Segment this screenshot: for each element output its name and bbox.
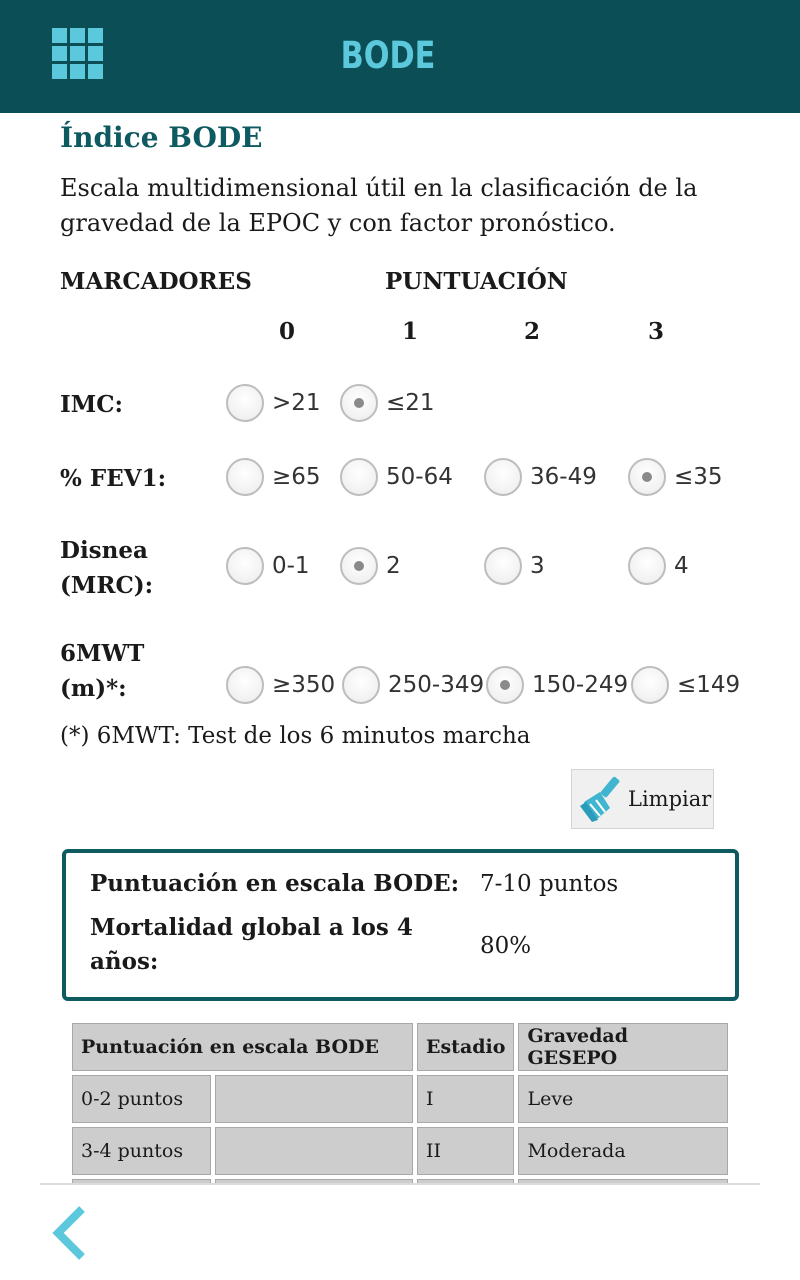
imc-option-0[interactable]: [226, 383, 321, 423]
imc-label: IMC:: [60, 391, 124, 418]
option-label: ≥350: [272, 672, 336, 698]
table-cell: [215, 1075, 413, 1123]
imc-option-1[interactable]: [340, 383, 435, 423]
6mwt-option-0[interactable]: [226, 665, 335, 705]
radio-button[interactable]: [340, 458, 378, 496]
table-header-cell: Puntuación en escala BODE: [72, 1023, 413, 1071]
radio-button[interactable]: [342, 666, 380, 704]
broom-icon: [576, 774, 626, 824]
score-3: 3: [647, 318, 664, 345]
disnea-option-3[interactable]: [628, 546, 689, 586]
option-label: ≥65: [272, 464, 321, 490]
page-title: Índice BODE: [60, 121, 263, 154]
radio-button[interactable]: [226, 666, 264, 704]
6mwt-option-1[interactable]: [342, 665, 484, 705]
label-line: (MRC):: [60, 572, 154, 599]
option-label: 4: [674, 553, 689, 579]
main-content: [40, 113, 760, 1183]
score-1: 1: [401, 318, 418, 345]
fev1-option-1[interactable]: [340, 457, 453, 497]
radio-button[interactable]: [628, 458, 666, 496]
clear-button[interactable]: [571, 769, 714, 829]
radio-button[interactable]: [486, 666, 524, 704]
option-label: 36-49: [530, 464, 597, 490]
radio-button[interactable]: [484, 458, 522, 496]
disnea-label: [60, 533, 153, 603]
radio-button[interactable]: [340, 547, 378, 585]
option-label: 3: [530, 553, 545, 579]
table-header-cell: Estadio: [417, 1023, 514, 1071]
chevron-left-icon[interactable]: [48, 1205, 92, 1261]
option-label: 250-349: [388, 672, 485, 698]
score-header: PUNTUACIÓN: [385, 268, 568, 295]
table-cell: 3-4 puntos: [72, 1127, 211, 1175]
label-line: 6MWT: [60, 640, 145, 667]
option-label: ≤149: [677, 672, 741, 698]
radio-button[interactable]: [484, 547, 522, 585]
table-cell: I: [417, 1075, 514, 1123]
radio-button[interactable]: [226, 547, 264, 585]
option-label: 2: [386, 553, 401, 579]
app-header: [0, 0, 800, 113]
table-header-cell: Gravedad GESEPO: [518, 1023, 728, 1071]
table-row: [72, 1127, 728, 1175]
result-box: [62, 849, 739, 1001]
table-cell: [215, 1127, 413, 1175]
score-2: 2: [523, 318, 540, 345]
option-label: 0-1: [272, 553, 310, 579]
fev1-label: % FEV1:: [60, 465, 167, 492]
footer-divider: [40, 1183, 760, 1185]
disnea-option-0[interactable]: [226, 546, 310, 586]
radio-button[interactable]: [631, 666, 669, 704]
option-label: ≤21: [386, 390, 435, 416]
markers-header: MARCADORES: [60, 268, 252, 295]
label-line: Disnea: [60, 537, 148, 564]
fev1-option-3[interactable]: [628, 457, 723, 497]
table-cell: II: [417, 1127, 514, 1175]
bode-grades-table: [68, 1019, 732, 1183]
radio-button[interactable]: [340, 384, 378, 422]
6mwt-label: [60, 636, 144, 706]
label-line: (m)*:: [60, 675, 127, 702]
footnote: (*) 6MWT: Test de los 6 minutos marcha: [60, 723, 531, 749]
page-description: Escala multidimensional útil en la clasificación de la gravedad de la EPOC y con factor pronóstico.: [60, 174, 698, 237]
disnea-option-2[interactable]: [484, 546, 545, 586]
app-title: BODE: [340, 34, 436, 77]
label-line: años:: [90, 948, 159, 975]
label-line: Mortalidad global a los 4: [90, 914, 413, 941]
mortality-label: [90, 911, 413, 979]
6mwt-option-2[interactable]: [486, 665, 628, 705]
radio-button[interactable]: [226, 384, 264, 422]
option-label: 150-249: [532, 672, 629, 698]
6mwt-option-3[interactable]: [631, 665, 740, 705]
table-row: [72, 1075, 728, 1123]
score-result-label: Puntuación en escala BODE:: [90, 870, 460, 897]
option-label: >21: [272, 390, 321, 416]
score-result-value: 7-10 puntos: [480, 871, 619, 897]
table-cell: 0-2 puntos: [72, 1075, 211, 1123]
disnea-option-1[interactable]: [340, 546, 401, 586]
fev1-option-2[interactable]: [484, 457, 597, 497]
option-label: ≤35: [674, 464, 723, 490]
option-label: 50-64: [386, 464, 453, 490]
score-0: 0: [278, 318, 295, 345]
radio-button[interactable]: [628, 547, 666, 585]
clear-button-label: Limpiar: [628, 787, 712, 811]
table-cell: Leve: [518, 1075, 728, 1123]
fev1-option-0[interactable]: [226, 457, 321, 497]
table-cell: Moderada: [518, 1127, 728, 1175]
radio-button[interactable]: [226, 458, 264, 496]
table-header-row: [72, 1023, 728, 1071]
mortality-value: 80%: [480, 933, 532, 959]
